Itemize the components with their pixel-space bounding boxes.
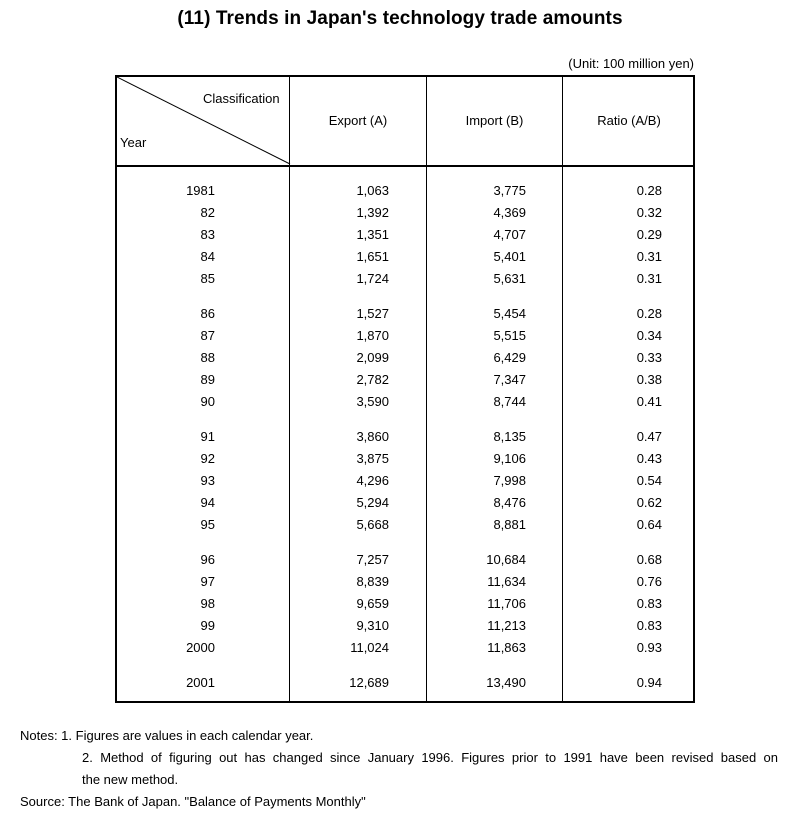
cell-year: 95 [200, 517, 215, 532]
cell-import: 8,135 [493, 429, 526, 444]
note-2-continued: the new method. [82, 772, 179, 787]
cell-ratio: 0.83 [636, 596, 662, 611]
page-title: (11) Trends in Japan's technology trade amounts [177, 8, 623, 29]
cell-year: 83 [200, 227, 215, 242]
column-divider [562, 77, 563, 701]
cell-export: 1,392 [356, 205, 389, 220]
cell-export: 3,590 [356, 394, 389, 409]
cell-import: 7,998 [493, 473, 526, 488]
header-import: Import (B) [465, 113, 524, 128]
cell-import: 11,634 [487, 574, 526, 589]
cell-import: 4,707 [493, 227, 526, 242]
cell-ratio: 0.76 [636, 574, 662, 589]
cell-year: 98 [200, 596, 215, 611]
header-classification: Classification [203, 91, 280, 106]
cell-year: 86 [200, 306, 215, 321]
cell-year: 94 [200, 495, 215, 510]
cell-export: 1,870 [356, 328, 389, 343]
source-note: Source: The Bank of Japan. "Balance of Payments Monthly" [20, 794, 366, 809]
cell-import: 3,775 [493, 183, 526, 198]
cell-ratio: 0.28 [636, 183, 662, 198]
cell-year: 88 [200, 350, 215, 365]
cell-export: 8,839 [356, 574, 389, 589]
cell-import: 5,454 [493, 306, 526, 321]
cell-import: 11,213 [487, 618, 526, 633]
cell-import: 9,106 [493, 451, 526, 466]
cell-export: 1,651 [356, 249, 389, 264]
cell-year: 2001 [186, 675, 215, 690]
cell-year: 91 [200, 429, 215, 444]
cell-ratio: 0.94 [636, 675, 662, 690]
cell-year: 85 [200, 271, 215, 286]
cell-ratio: 0.38 [636, 372, 662, 387]
cell-ratio: 0.68 [636, 552, 662, 567]
header-ratio: Ratio (A/B) [597, 113, 661, 128]
cell-import: 5,631 [493, 271, 526, 286]
cell-year: 87 [200, 328, 215, 343]
cell-ratio: 0.93 [636, 640, 662, 655]
cell-year: 99 [200, 618, 215, 633]
cell-import: 11,863 [487, 640, 526, 655]
cell-year: 2000 [186, 640, 215, 655]
header-divider [117, 165, 693, 167]
cell-year: 96 [200, 552, 215, 567]
header-export: Export (A) [328, 113, 388, 128]
cell-import: 5,515 [493, 328, 526, 343]
cell-export: 9,659 [356, 596, 389, 611]
cell-export: 12,689 [349, 675, 389, 690]
cell-export: 4,296 [356, 473, 389, 488]
cell-import: 6,429 [493, 350, 526, 365]
cell-export: 3,875 [356, 451, 389, 466]
note-1: Notes: 1. Figures are values in each calendar year. [20, 728, 314, 743]
column-divider [289, 77, 290, 701]
unit-label: (Unit: 100 million yen) [568, 56, 694, 71]
cell-ratio: 0.62 [636, 495, 662, 510]
cell-ratio: 0.43 [636, 451, 662, 466]
cell-year: 89 [200, 372, 215, 387]
cell-year: 93 [200, 473, 215, 488]
cell-import: 7,347 [493, 372, 526, 387]
header-year: Year [120, 135, 147, 150]
cell-export: 11,024 [350, 640, 389, 655]
cell-import: 13,490 [486, 675, 526, 690]
cell-export: 3,860 [356, 429, 389, 444]
cell-year: 84 [200, 249, 215, 264]
note-2: 2. Method of figuring out has changed since January 1996. Figures prior to 1991 have been revised based on [82, 750, 778, 765]
cell-export: 1,527 [356, 306, 389, 321]
cell-year: 90 [200, 394, 215, 409]
cell-ratio: 0.41 [636, 394, 662, 409]
cell-ratio: 0.33 [636, 350, 662, 365]
cell-ratio: 0.31 [636, 249, 662, 264]
cell-ratio: 0.31 [636, 271, 662, 286]
cell-ratio: 0.64 [636, 517, 662, 532]
cell-year: 1981 [186, 183, 215, 198]
cell-year: 92 [200, 451, 215, 466]
trade-table [115, 75, 695, 703]
cell-import: 10,684 [486, 552, 526, 567]
cell-year: 82 [200, 205, 215, 220]
cell-ratio: 0.32 [636, 205, 662, 220]
cell-export: 5,668 [356, 517, 389, 532]
cell-import: 11,706 [487, 596, 526, 611]
cell-year: 97 [200, 574, 215, 589]
cell-ratio: 0.34 [636, 328, 662, 343]
column-divider [426, 77, 427, 701]
cell-import: 8,744 [493, 394, 526, 409]
cell-import: 8,881 [493, 517, 526, 532]
cell-export: 1,724 [356, 271, 389, 286]
cell-export: 1,351 [356, 227, 389, 242]
cell-import: 4,369 [493, 205, 526, 220]
cell-ratio: 0.28 [636, 306, 662, 321]
cell-ratio: 0.83 [636, 618, 662, 633]
cell-ratio: 0.47 [636, 429, 662, 444]
cell-import: 5,401 [493, 249, 526, 264]
cell-ratio: 0.29 [636, 227, 662, 242]
cell-export: 2,782 [356, 372, 389, 387]
cell-export: 7,257 [356, 552, 389, 567]
cell-export: 9,310 [356, 618, 389, 633]
cell-import: 8,476 [493, 495, 526, 510]
cell-ratio: 0.54 [636, 473, 662, 488]
cell-export: 5,294 [356, 495, 389, 510]
cell-export: 1,063 [356, 183, 389, 198]
cell-export: 2,099 [356, 350, 389, 365]
